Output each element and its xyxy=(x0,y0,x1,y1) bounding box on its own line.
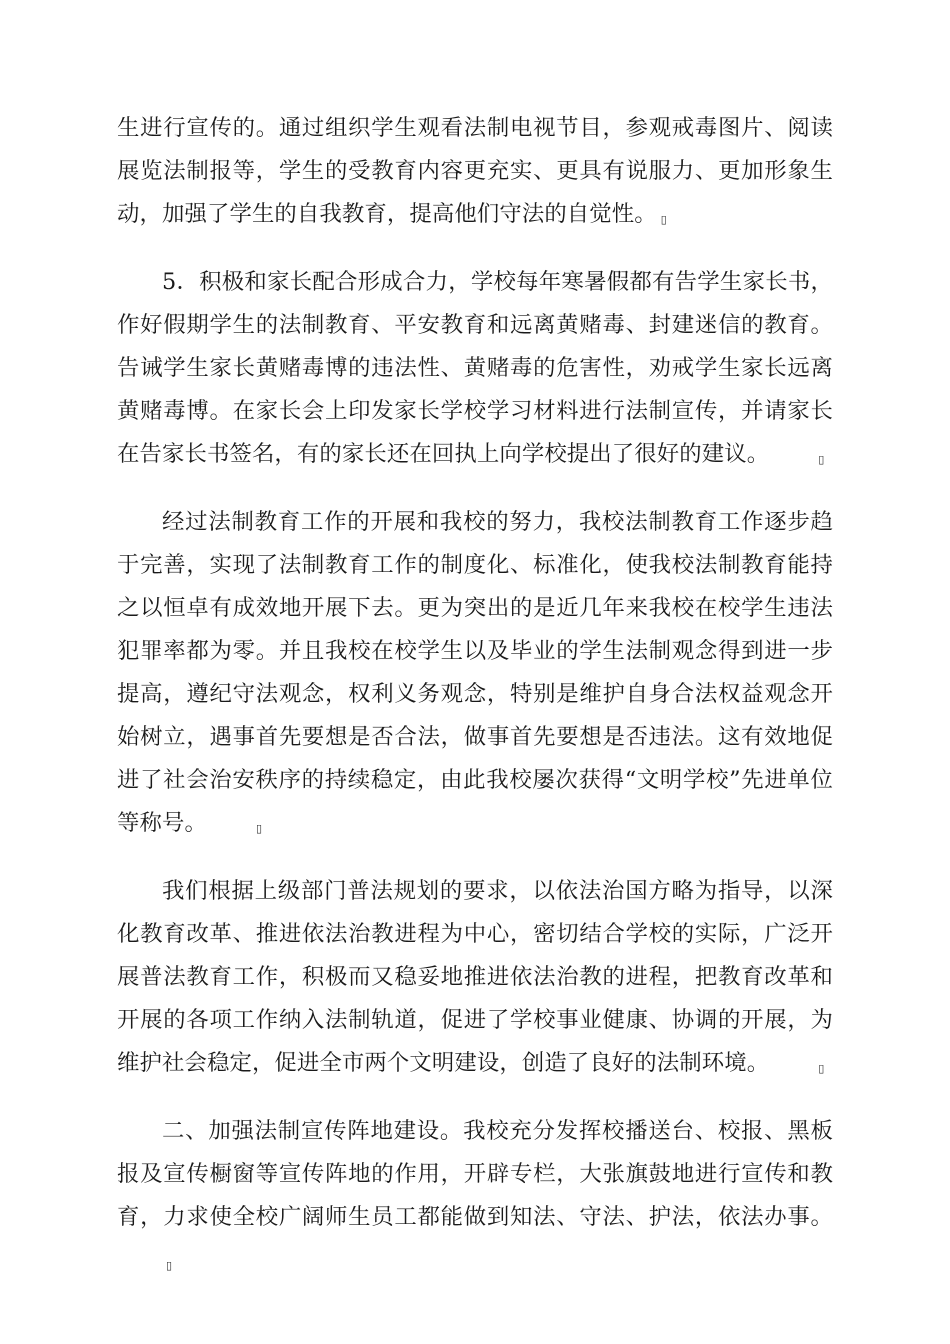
paragraph-1 xyxy=(117,107,833,236)
paragraph-3-text: 经过法制教育工作的开展和我校的努力，我校法制教育工作逐步趋于完善，实现了法制教育工作的制度化、标准化，使我校法制教育能持之以恒卓有成效地开展下去。更为突出的是近几年来我校在校学生违法犯罪率都为零。并且我校在校学生以及毕业的学生法制观念得到进一步提高，遵纪守法观念，权利义务观念，特别是维护自身合法权益观念开始树立，遇事首先要想是否合法，做事首先要想是否违法。这有效地促进了社会治安秩序的持续稳定，由此我校屡次获得“文明学校”先进单位等称号。 xyxy=(117,509,833,836)
paragraph-2 xyxy=(117,261,833,476)
paragraph-5 xyxy=(117,1110,833,1282)
paragraph-mark-icon: ▯ xyxy=(166,1259,173,1272)
paragraph-mark-icon: ▯ xyxy=(818,453,825,466)
paragraph-2-text: 5．积极和家长配合形成合力，学校每年寒暑假都有告学生家长书，作好假期学生的法制教育、平安教育和远离黄赌毒、封建迷信的教育。告诫学生家长黄赌毒博的违法性、黄赌毒的危害性，劝戒学生家长远离黄赌毒博。在家长会上印发家长学校学习材料进行法制宣传，并请家长在告家长书签名，有的家长还在回执上向学校提出了很好的建议。 xyxy=(117,269,833,467)
paragraph-mark-icon: ▯ xyxy=(255,822,263,835)
paragraph-4 xyxy=(117,870,833,1085)
paragraph-5-text: 二、加强法制宣传阵地建设。我校充分发挥校播送台、校报、黑板报及宣传橱窗等宣传阵地的作用，开辟专栏，大张旗鼓地进行宣传和教育，力求使全校广阔师生员工都能做到知法、守法、护法，依法办事。 xyxy=(117,1118,833,1230)
paragraph-4-text: 我们根据上级部门普法规划的要求，以依法治国方略为指导，以深化教育改革、推进依法治教进程为中心，密切结合学校的实际，广泛开展普法教育工作，积极而又稳妥地推进依法治教的进程，把教育改革和开展的各项工作纳入法制轨道，促进了学校事业健康、协调的开展，为维护社会稳定，促进全市两个文明建设，创造了良好的法制环境。 xyxy=(117,878,833,1076)
paragraph-1-text: 生进行宣传的。通过组织学生观看法制电视节目，参观戒毒图片、阅读展览法制报等，学生的受教育内容更充实、更具有说服力、更加形象生动，加强了学生的自我教育，提高他们守法的自觉性。 xyxy=(117,115,833,227)
paragraph-mark-icon: ▯ xyxy=(660,213,667,226)
paragraph-mark-icon: ▯ xyxy=(818,1062,825,1075)
document-body xyxy=(117,107,833,1307)
paragraph-3 xyxy=(117,501,833,845)
